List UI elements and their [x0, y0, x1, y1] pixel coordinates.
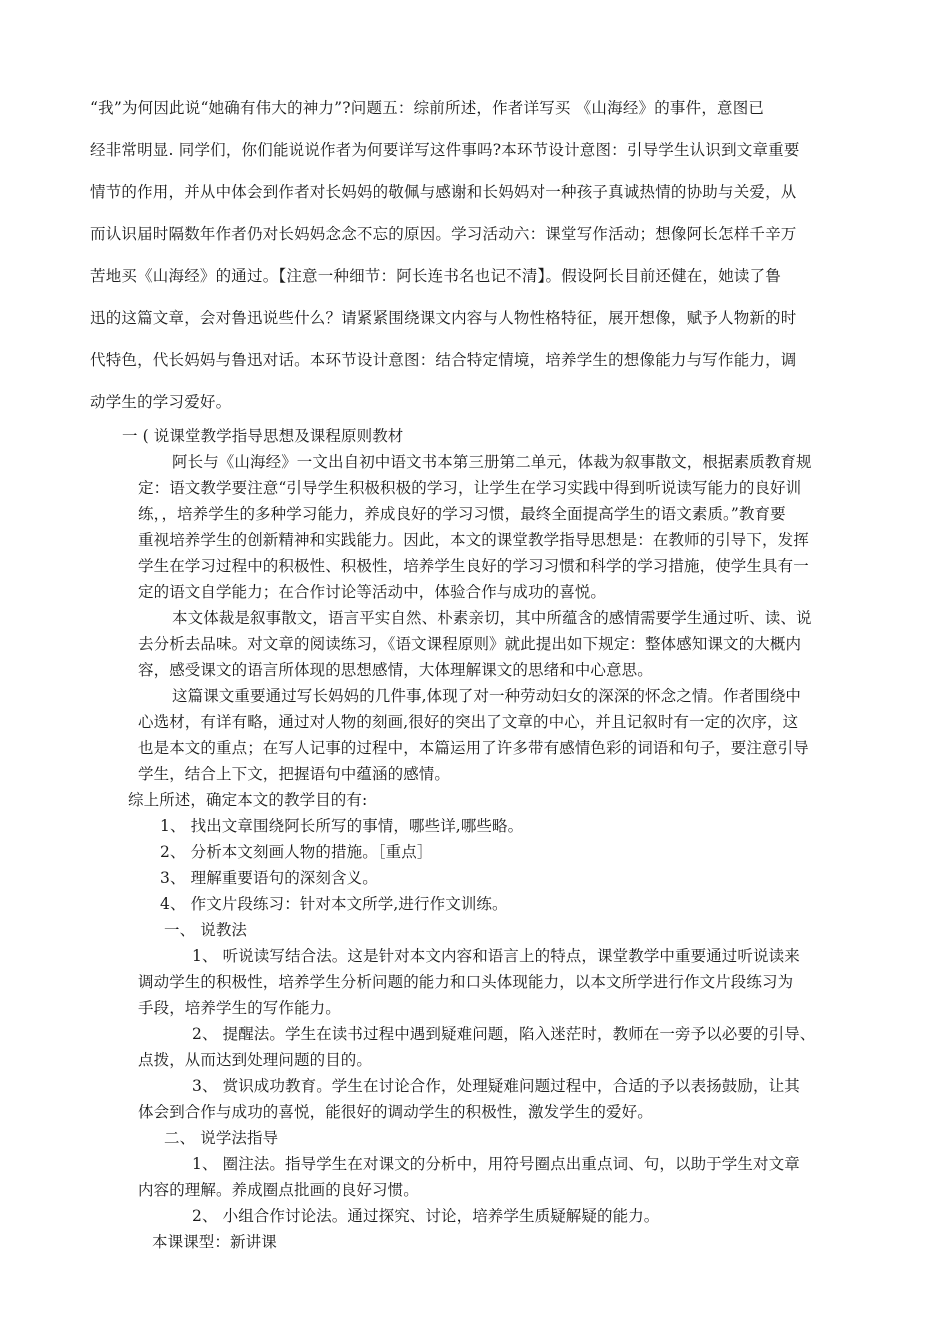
top-paragraph-line: 代特色，代长妈妈与鲁迅对话。本环节设计意图：结合特定情境，培养学生的想像能力与写作能力，调	[90, 351, 797, 369]
lesson-plan-line: 学生，结合上下文，把握语句中蕴涵的感情。	[138, 765, 451, 783]
top-paragraph-line: 而认识届时隔数年作者仍对长妈妈念念不忘的原因。学习活动六：课堂写作活动；想像阿长怎样千辛万	[90, 225, 797, 243]
lesson-plan-line: 心选材，有详有略，通过对人物的刻画,很好的突出了文章的中心，并且记叙时有一定的次序，这	[138, 713, 799, 731]
lesson-plan-line: 手段，培养学生的写作能力。	[138, 999, 341, 1017]
lesson-plan-line: 去分析去品味。对文章的阅读练习，《语文课程原则》就此提出如下规定：整体感知课文的大概内	[138, 635, 802, 653]
lesson-plan-line: 综上所述，确定本文的教学目的有:	[128, 791, 368, 809]
lesson-plan-line: 2、 小组合作讨论法。通过探究、讨论，培养学生质疑解疑的能力。	[192, 1207, 660, 1225]
top-paragraph-line: 情节的作用，并从中体会到作者对长妈妈的敬佩与感谢和长妈妈对一种孩子真诚热情的协助与关爱，从	[90, 183, 797, 201]
top-paragraph-line: “我”为何因此说“她确有伟大的神力”?问题五：综前所述，作者详写买 《山海经》的事件，意图已	[90, 99, 765, 117]
lesson-plan-line: 定的语文自学能力；在合作讨论等活动中，体验合作与成功的喜悦。	[138, 583, 607, 601]
lesson-plan-line: 重视培养学生的创新精神和实践能力。因此，本文的课堂教学指导思想是：在教师的引导下，发挥	[138, 531, 809, 549]
lesson-plan-line: 本课课型：新讲课	[152, 1233, 277, 1251]
lesson-plan-line: 3、 赏识成功教育。学生在讨论合作，处理疑难问题过程中，合适的予以表扬鼓励，让其	[192, 1077, 800, 1095]
lesson-plan-line: 1、 找出文章围绕阿长所写的事情，哪些详,哪些略。	[160, 817, 524, 835]
lesson-plan-line: 4、 作文片段练习：针对本文所学,进行作文训练。	[160, 895, 508, 913]
lesson-plan-line: 点拨，从而达到处理问题的目的。	[138, 1051, 373, 1069]
lesson-plan-line: 也是本文的重点；在写人记事的过程中，本篇运用了许多带有感情色彩的词语和句子，要注意引导	[138, 739, 809, 757]
lesson-plan-line: 定：语文教学要注意“引导学生积极积极的学习，让学生在学习实践中得到听说读写能力的良好训	[138, 479, 802, 497]
lesson-plan-line: 内容的理解。养成圈点批画的良好习惯。	[138, 1181, 419, 1199]
top-paragraph-line: 经非常明显. 同学们，你们能说说作者为何要详写这件事吗?本环节设计意图：引导学生认识到文章重要	[90, 141, 800, 159]
lesson-plan-line: 体会到合作与成功的喜悦，能很好的调动学生的积极性，激发学生的爱好。	[138, 1103, 653, 1121]
lesson-plan-line: 一 ( 说课堂教学指导思想及课程原则教材	[122, 427, 404, 445]
lesson-plan-line: 容，感受课文的语言所体现的思想感情，大体理解课文的思绪和中心意思。	[138, 661, 653, 679]
lesson-plan-line: 这篇课文重要通过写长妈妈的几件事,体现了对一种劳动妇女的深深的怀念之情。作者围绕中	[172, 687, 802, 705]
top-paragraph-line: 动学生的学习爱好。	[90, 393, 232, 411]
lesson-plan-line: 2、 分析本文刻画人物的措施。［重点］	[160, 843, 433, 861]
lesson-plan-line: 一、 说教法	[164, 921, 248, 939]
top-paragraph-line: 苦地买《山海经》的通过。【注意一种细节：阿长连书名也记不清】。假设阿长目前还健在，她读了鲁	[90, 267, 782, 285]
top-paragraph-line: 迅的这篇文章，会对鲁迅说些什么？请紧紧围绕课文内容与人物性格特征，展开想像，赋予人物新的时	[90, 309, 797, 327]
lesson-plan-line: 1、 圈注法。指导学生在对课文的分析中，用符号圈点出重点词、句，以助于学生对文章	[192, 1155, 800, 1173]
lesson-plan-line: 阿长与《山海经》一文出自初中语文书本第三册第二单元，体裁为叙事散文，根据素质教育规	[172, 453, 812, 471]
lesson-plan-line: 1、 听说读写结合法。这是针对本文内容和语言上的特点，课堂教学中重要通过听说读来	[192, 947, 800, 965]
lesson-plan-line: 本文体裁是叙事散文，语言平实自然、朴素亲切，其中所蕴含的感情需要学生通过听、读、说	[172, 609, 812, 627]
lesson-plan-line: 调动学生的积极性，培养学生分析问题的能力和口头体现能力，以本文所学进行作文片段练习为	[138, 973, 794, 991]
lesson-plan-line: 二、 说学法指导	[164, 1129, 279, 1147]
lesson-plan-line: 2、 提醒法。学生在读书过程中遇到疑难问题，陷入迷茫时，教师在一旁予以必要的引导、	[192, 1025, 816, 1043]
lesson-plan-line: 练，，培养学生的多种学习能力，养成良好的学习习惯，最终全面提高学生的语文素质。”教育要	[138, 505, 786, 523]
lesson-plan-line: 3、 理解重要语句的深刻含义。	[160, 869, 378, 887]
lesson-plan-line: 学生在学习过程中的积极性、积极性，培养学生良好的学习习惯和科学的学习措施，使学生具有一	[138, 557, 809, 575]
